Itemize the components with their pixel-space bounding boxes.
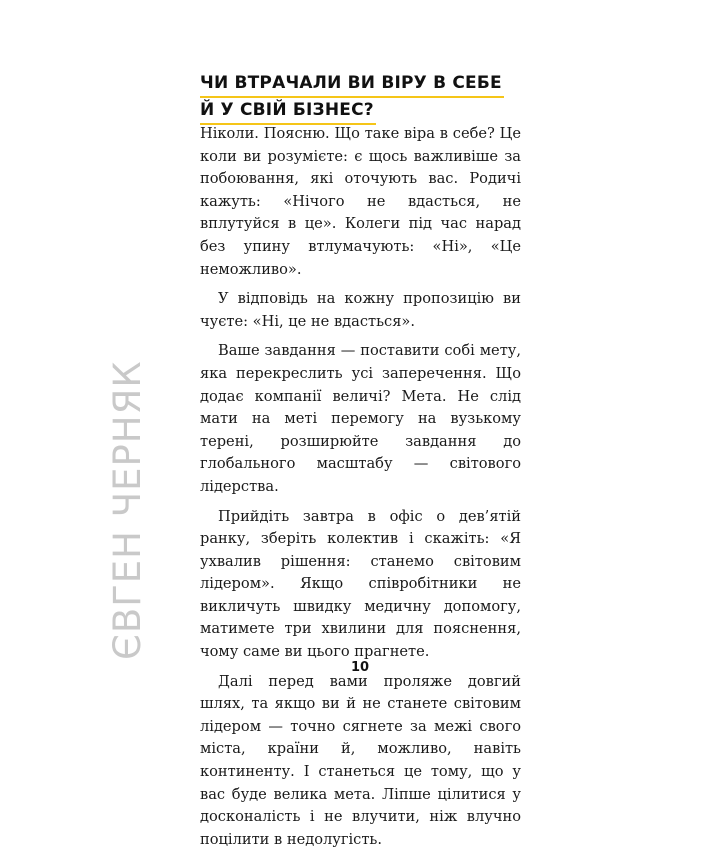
heading-line-1: ЧИ ВТРАЧАЛИ ВИ ВІРУ В СЕБЕ <box>200 71 504 98</box>
paragraph-5: Далі перед вами проляже довгий шлях, та якщо ви й не станете світовим лідером — точно сягнете за межі свого міста, країни й, можливо, навіть континенту. І станеться це тому, що у вас буде велика мета. Ліпше цілитися у досконаліcть і не влучити, ніж влучно поцілити в недолугість. <box>200 672 521 848</box>
page-number: 10 <box>350 660 370 675</box>
paragraph-1: Ніколи. Поясню. Що таке віра в себе? Це коли ви розумієте: є щось важливіше за побоювання, які оточують вас. Родичі кажуть: «Нічого не вдасться, не вплутуйся в це». Колеги під час нарад без упину втлумачують: «Ні», «Це неможливо». <box>200 125 521 278</box>
section-heading <box>200 71 530 125</box>
paragraph-4: Прийдіть завтра в офіс о дев’ятій ранку, зберіть колектив і скажіть: «Я ухвалив рішення: станемо світовим лідером». Якщо співробітники не викличуть швидку медичну допомогу, матимете три хвилини для пояснення, чому саме ви цього прагнете. <box>200 507 521 661</box>
heading-line-2: Й У СВІЙ БІЗНЕС? <box>200 98 376 125</box>
author-name-vertical: ЄВГЕН ЧЕРНЯК <box>106 360 149 660</box>
paragraph-3: Ваше завдання — поставити собі мету, яка перекреслить усі заперечення. Що додає компанії величі? Мета. Не слід мати на меті перемогу на вузькому терені, розширюйте завдання до глобального масштабу — світового лідерства. <box>200 342 521 495</box>
paragraph-2: У відповідь на кожну пропозицію ви чуєте: «Ні, це не вдасться». <box>200 290 521 330</box>
body-text <box>200 123 521 858</box>
